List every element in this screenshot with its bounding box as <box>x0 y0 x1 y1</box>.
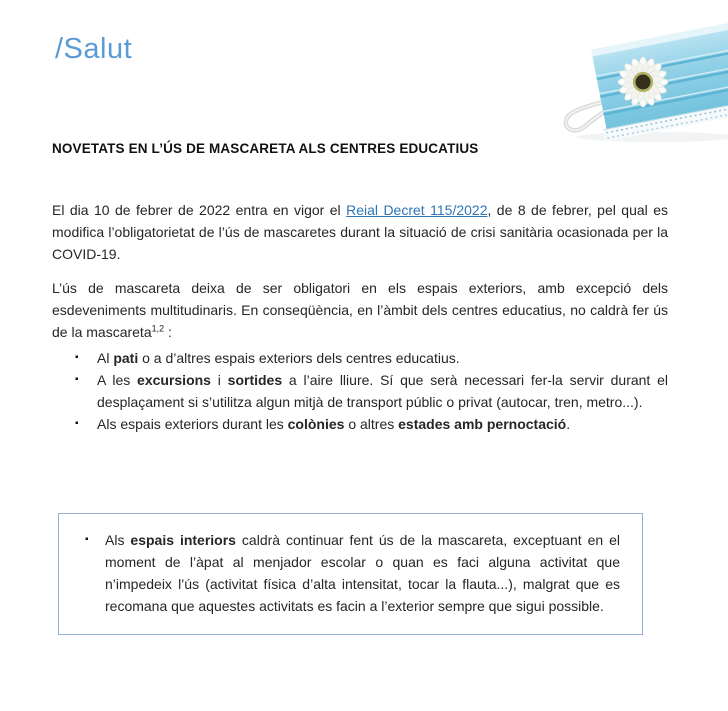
text-segment: caldrà continuar fent ús de la mascareta, exceptuant en el moment de l’àpat al menjador escolar o quan es faci alguna activitat que n’impedeix l’ús (activitat física d’alta intensitat, tocar la flauta...), malgrat que es recomana que aquestes activitats es facin a l’exterior sempre que sigui possible. <box>105 532 620 614</box>
bold-text: sortides <box>227 372 283 388</box>
mask-photo <box>556 14 728 142</box>
text-segment: A les <box>97 372 138 388</box>
daisy-flower-icon <box>618 57 668 107</box>
text-segment: i <box>210 372 228 388</box>
footnote-refs: 1,2 <box>151 323 165 334</box>
exterior-exceptions-list <box>52 347 668 435</box>
text-segment: o altres <box>344 416 399 432</box>
text-segment: L’ús de mascareta deixa de ser obligatori en els espais exteriors, amb excepció dels esdeveniments multitudinaris. En conseqüència, en l’àmbit dels centres educatius, no caldrà fer ús de la mascareta <box>52 280 668 340</box>
bold-text: espais interiors <box>130 532 236 548</box>
reial-decret-link[interactable]: Reial Decret 115/2022 <box>346 202 488 218</box>
document-title: NOVETATS EN L’ÚS DE MASCARETA ALS CENTRES EDUCATIUS <box>52 141 479 156</box>
intro-paragraph <box>52 199 668 265</box>
context-paragraph <box>52 277 668 343</box>
list-item <box>52 413 668 435</box>
text-segment: . <box>566 416 571 432</box>
salut-logo: /Salut <box>55 33 133 65</box>
text-segment: : <box>164 324 172 340</box>
text-segment: Als <box>105 532 131 548</box>
text-segment: a l’aire lliure. Sí que serà necessari fer-la servir durant el desplaçament si s’utilitza algun mitjà de transport públic o privat (autocar, tren, metro...). <box>97 372 668 410</box>
bold-text: excursions <box>137 372 211 388</box>
interior-rules-box <box>58 513 643 635</box>
interior-rules-list <box>59 529 620 617</box>
list-item <box>52 369 668 413</box>
text-segment: , de 8 de febrer, pel qual es modifica l’obligatorietat de l’ús de mascaretes durant la situació de crisi sanitària ocasionada per la COVID-19. <box>52 202 668 262</box>
list-item <box>59 529 620 617</box>
bold-text: pati <box>113 350 139 366</box>
text-segment: Als espais exteriors durant les <box>97 416 288 432</box>
text-segment: Al <box>97 350 114 366</box>
list-item <box>52 347 668 369</box>
bold-text: colònies <box>287 416 345 432</box>
bold-text: estades amb pernoctació <box>398 416 567 432</box>
text-segment: o a d’altres espais exteriors dels centres educatius. <box>138 350 460 366</box>
text-segment: El dia 10 de febrer de 2022 entra en vigor el <box>52 202 347 218</box>
